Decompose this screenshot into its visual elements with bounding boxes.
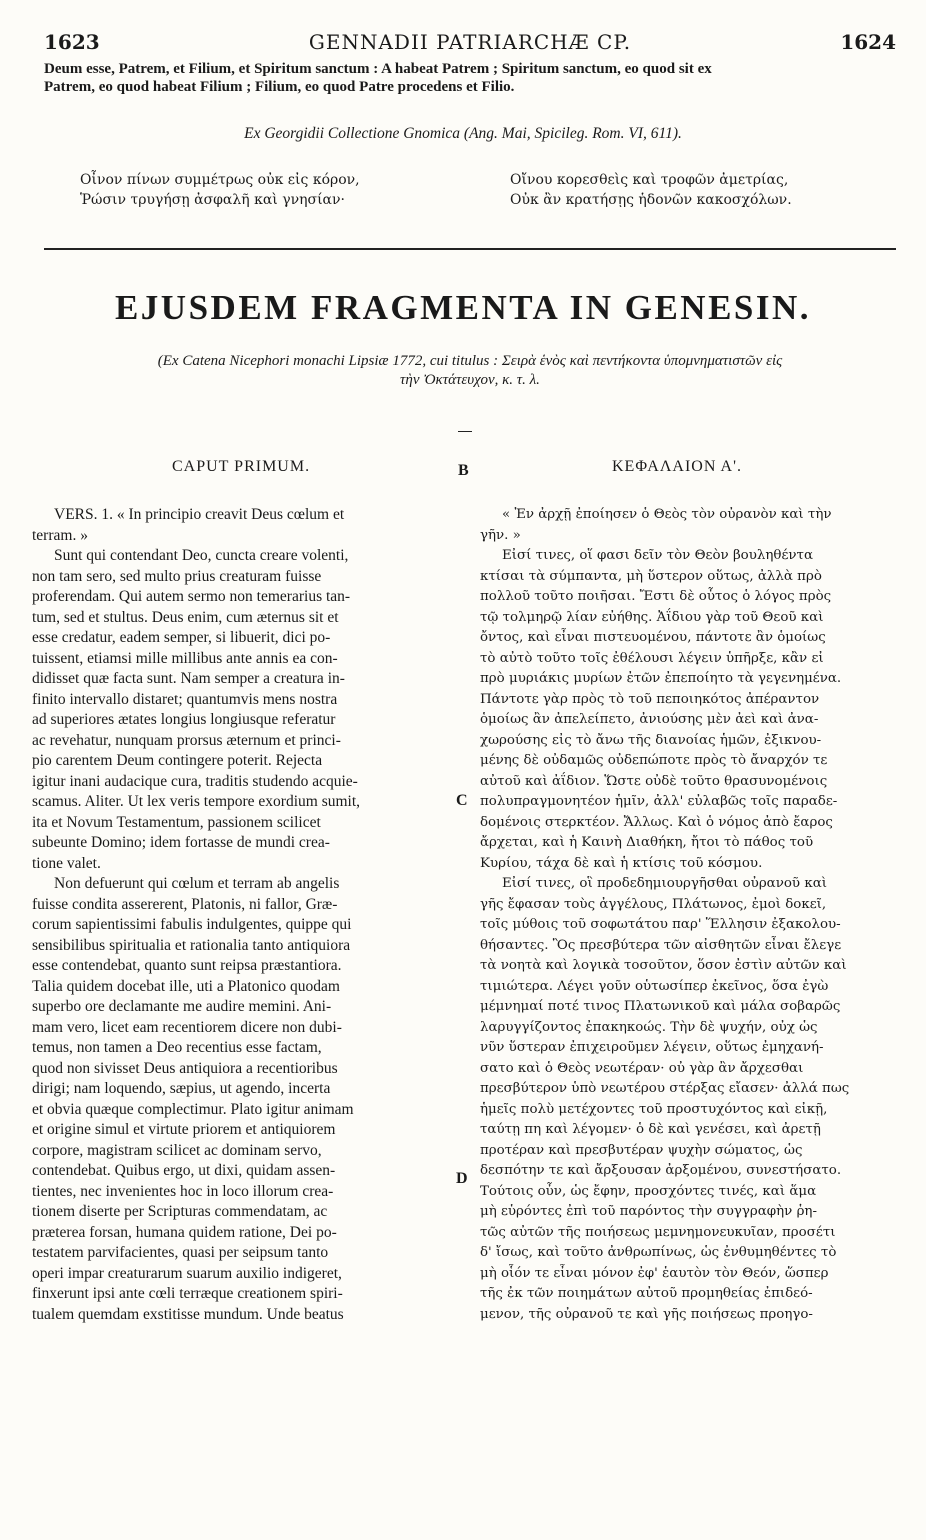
- text-line: finxerunt ipsi ante cœli terræque creationem spiri-: [32, 1285, 343, 1302]
- subtitle-line: (Ex Catena Nicephori monachi Lipsiæ 1772, cui titulus : Σειρὰ ἑνὸς καὶ πεντήκοντα ὑπομνηματιστῶν εἰς: [157, 353, 783, 369]
- text-line: γῆν. »: [480, 527, 521, 543]
- text-line: ἡμεῖς πολὺ μετέχοντες τοῦ προστυχόντος καὶ εἰκῇ,: [480, 1101, 828, 1117]
- text-line: superbo ore declamante me audire memini. Ani-: [32, 998, 332, 1015]
- verse-right: [510, 170, 792, 210]
- text-line: tione valet.: [32, 854, 101, 872]
- text-line: igitur inani audacique cura, traditis studendo acquie-: [32, 772, 358, 790]
- text-line: tionem diserte per Scripturas commendatam, ac: [32, 1203, 328, 1220]
- text-line: sensibilibus spiritualia et rationalia tanto antiquiora: [32, 936, 351, 954]
- text-line: quod non sivisset Deus antiquiora a recentioribus: [32, 1059, 338, 1077]
- verse-line: Οἴνου κορεσθεὶς καὶ τροφῶν ἀμετρίας,: [510, 172, 789, 188]
- text-line: ὁμοίως ἂν ἀπελείπετο, ἀνιούσης μὲν ἀεὶ καὶ ἀνα-: [480, 712, 819, 727]
- verse-line: Οἶνον πίνων συμμέτρως οὐκ εἰς κόρον,: [80, 172, 360, 188]
- margin-marker-d: D: [456, 1170, 468, 1187]
- page-number-left: 1623: [44, 30, 100, 54]
- text-line: pio carentem Deum contingere poterit. Rejecta: [32, 752, 323, 769]
- page-number-right: 1624: [840, 30, 896, 54]
- verse-line: Οὐκ ἂν κρατήσῃς ἡδονῶν κακοσχόλων.: [510, 192, 792, 208]
- greek-chapter-heading: ΚΕΦΑΛΑΙΟΝ Α'.: [612, 458, 742, 475]
- continued-text: [44, 60, 896, 96]
- greek-column: [480, 505, 900, 1325]
- text-line: χωρούσης εἰς τὸ ἄνω τῆς διανοίας ἡμῶν, ἐξικνου-: [480, 732, 822, 748]
- text-line: temus, non tamen a Deo recentius esse factam,: [32, 1039, 322, 1056]
- text-line: Talia quidem docebat ille, uti a Platonico quodam: [32, 977, 340, 995]
- verse-left: [80, 170, 360, 210]
- text-line: μὴ εὑρόντες ἐπὶ τοῦ παρόντος τὴν συγγραφὴν ῥη-: [480, 1204, 817, 1219]
- text-line: δεσπότην τε καὶ ἄρξουσαν ἀρξομένου, συνεστήσατο.: [480, 1163, 842, 1178]
- text-line: τὸ αὐτὸ τοῦτο τοῖς ἐθέλουσι λέγειν ὑπῆρξε, κἂν εἰ: [480, 650, 824, 666]
- text-line: ἄρχεται, καὶ ἡ Καινὴ Διαθήκη, ἤτοι τὸ πάθος τοῦ: [480, 835, 814, 850]
- text-line: τιμιώτερα. Λέγει γοῦν οὑτωσίπερ ἐκεῖνος, ὅσα ἐγὼ: [480, 978, 829, 994]
- text-line: proferendam. Qui autem sermo non temerarius tan-: [32, 588, 351, 605]
- margin-marker-c: C: [456, 792, 468, 809]
- text-line: ac revehatur, nunquam prorsus æternum et princi-: [32, 731, 341, 749]
- text-line: δομένοις στερκτέον. Ἄλλως. Καὶ ὁ νόμος ἀπὸ ἔαρος: [480, 814, 833, 830]
- text-line: τῷ τολμηρῷ λίαν εὐήθης. Ἀΐδιου γὰρ τοῦ Θεοῦ καὶ: [480, 609, 824, 625]
- source-citation: Ex Georgidii Collectione Gnomica (Ang. Mai, Spicileg. Rom. VI, 611).: [244, 125, 682, 142]
- text-line: terram. »: [32, 526, 88, 544]
- text-line: et origine simul et virtute priorem et antiquiorem: [32, 1121, 336, 1138]
- text-line: tualem quemdam exstitisse mundum. Unde beatus: [32, 1305, 344, 1323]
- text-line: μενον, τῆς οὐρανοῦ τε καὶ γῆς ποιήσεως προηγο-: [480, 1306, 813, 1322]
- text-line: didisset quæ facta sunt. Nam semper a creatura in-: [32, 670, 345, 687]
- text-line: præterea forsan, humana quidem ratione, Dei po-: [32, 1223, 337, 1241]
- text-line: λαρυγγίζοντος ἐπακηκοώς. Τὴν δὲ ψυχήν, οὐχ ὡς: [480, 1019, 818, 1035]
- text-line: μὴ οἷόν τε εἶναι μόνον ἐφ' ἑαυτὸν τὸν Θεόν, ὥσπερ: [480, 1265, 829, 1281]
- text-line: Τούτοις οὖν, ὡς ἔφην, προσχόντες τινές, καὶ ἅμα: [480, 1183, 817, 1199]
- text-line: dirigi; nam loquendo, sæpius, ut agendo, incerta: [32, 1080, 331, 1097]
- text-line: « Ἐν ἀρχῇ ἐποίησεν ὁ Θεὸς τὸν οὐρανὸν καὶ τὴν: [502, 507, 832, 522]
- page-header: [44, 30, 896, 54]
- text-line: σατο καὶ ὁ Θεὸς νεωτέραν· οὐ γὰρ ἂν ἄρχεσθαι: [480, 1060, 804, 1076]
- text-line: tuissent, etiamsi mille millibus ante annis ea con-: [32, 649, 338, 667]
- text-line: contendebat. Quibus ergo, ut dixi, quidam assen-: [32, 1162, 336, 1179]
- text-line: finito intervallo distaret; quantumvis mens nostra: [32, 690, 338, 708]
- text-line: subeunte Domino; idem fortasse de mundi crea-: [32, 834, 330, 851]
- text-line: τοῖς μύθοις τοῦ σοφωτάτου παρ' Ἕλλησιν ἐξακολου-: [480, 917, 841, 932]
- text-line: ταύτῃ πη καὶ λέγομεν· ὁ δὲ καὶ γενέσει, καὶ ἀρετῇ: [480, 1122, 821, 1137]
- text-line: mam vero, licet eam recentiorem dicere non dubi-: [32, 1018, 342, 1036]
- text-line: κτίσαι τὰ σύμπαντα, μὴ ὕστερον οὕτως, ἀλλὰ πρὸ: [480, 568, 822, 584]
- text-line: πολλοῦ τοῦτο ποιῆσαι. Ἔστι δὲ οὗτος ὁ λόγος πρὸς: [480, 589, 832, 604]
- text-line: ita et Novum Testamentum, passionem scilicet: [32, 813, 321, 831]
- verse-line: Ῥώσιν τρυγήσῃ ἀσφαλῆ καὶ γνησίαν·: [80, 192, 345, 208]
- text-line: αὐτοῦ καὶ ἀΐδιον. Ὥστε οὐδὲ τοῦτο θρασυνομένοις: [480, 773, 828, 789]
- text-line: ad superiores ætates longius longiusque referatur: [32, 711, 336, 728]
- text-line: operi impar creaturarum suarum auxilio indigeret,: [32, 1264, 342, 1282]
- text-line: fuisse condita assererent, Platonis, ni fallor, Græ-: [32, 895, 338, 913]
- section-divider: [44, 248, 896, 250]
- text-line: et obvia quæque complectimur. Plato igitur animam: [32, 1100, 354, 1118]
- text-line: Εἰσί τινες, οἳ προδεδημιουργῆσθαι οὐρανοῦ καὶ: [502, 876, 827, 891]
- subtitle: [44, 352, 896, 390]
- text-line: τῶς αὐτῶν τῆς ποιήσεως μεμνημονευκυῖαν, προσέτι: [480, 1224, 836, 1240]
- text-line: Non defuerunt qui cœlum et terram ab angelis: [54, 875, 340, 892]
- text-line: πολυπραγμονητέον ἡμῖν, ἀλλ' εὐλαβῶς τοῖς παραδε-: [480, 794, 838, 809]
- text-line: tum, sed et stultus. Deus enim, cum æternus sit et: [32, 608, 339, 626]
- text-line: Πάντοτε γὰρ πρὸς τὸ τοῦ πεποιηκότος ἀπέραντον: [480, 691, 820, 707]
- text-line: corpore, magistram scilicet ac dominam servo,: [32, 1141, 322, 1159]
- latin-column: [32, 505, 456, 1325]
- margin-marker-b: B: [458, 462, 469, 479]
- text-line: Κυρίου, τάχα δὲ καὶ ἡ κτίσις τοῦ κόσμου.: [480, 855, 763, 871]
- text-line: μέμνημαί ποτέ τινος Πλατωνικοῦ καὶ μάλα σοβαρῶς: [480, 999, 841, 1014]
- text-line: VERS. 1. « In principio creavit Deus cœlum et: [54, 506, 345, 523]
- continued-line: Patrem, eo quod habeat Filium ; Filium, eo quod Patre procedens et Filio.: [44, 79, 515, 95]
- text-line: γῆς ἔφασαν τοὺς ἀγγέλους, Πλάτωνος, ἐμοὶ δοκεῖ,: [480, 896, 827, 912]
- text-line: τῆς ἐκ τῶν ποιημάτων αὐτοῦ προμηθείας ἐπιδεό-: [480, 1286, 813, 1301]
- short-divider: [458, 431, 472, 432]
- main-title: EJUSDEM FRAGMENTA IN GENESIN.: [114, 288, 812, 327]
- subtitle-line: τὴν Ὀκτάτευχον, κ. τ. λ.: [400, 372, 540, 388]
- text-line: non tam sero, sed multo prius creaturam fuisse: [32, 567, 322, 585]
- text-line: προτέραν καὶ πρεσβυτέραν ψυχὴν σώματος, ὡς: [480, 1142, 803, 1158]
- text-line: τὰ νοητὰ καὶ λογικὰ τοσοῦτον, ὅσον ἐστὶν αὐτῶν καὶ: [480, 958, 847, 973]
- continued-line: Deum esse, Patrem, et Filium, et Spiritum sanctum : A habeat Patrem ; Spiritum sanctum, eo quod sit ex: [44, 61, 712, 77]
- text-line: θήσαντες. Ὃς πρεσβύτερα τῶν αἰσθητῶν εἶναι ἔλεγε: [480, 937, 842, 953]
- text-line: testatem parvifacientes, quasi per seipsum tanto: [32, 1244, 329, 1261]
- text-line: Εἰσί τινες, οἵ φασι δεῖν τὸν Θεὸν βουληθέντα: [502, 548, 813, 563]
- text-line: μένης δὲ οὐδαμῶς οὐδεπώποτε πρὸς τὸ ἄναρχόν τε: [480, 753, 828, 768]
- text-line: ὄντος, καὶ εἶναι πιστευομένου, πάντοτε ἂν ὁμοίως: [480, 630, 826, 645]
- text-line: corum sapientissimi fabulis indulgentes, quippe qui: [32, 916, 352, 933]
- text-line: δ' ἴσως, καὶ τοῦτο ἀνθρωπίνως, ὡς ἐνθυμηθέντες τὸ: [480, 1245, 837, 1260]
- running-title: GENNADII PATRIARCHÆ CP.: [308, 30, 632, 54]
- text-line: Sunt qui contendant Deo, cuncta creare volenti,: [54, 547, 349, 564]
- text-line: tientes, nec invenientes hoc in loco illorum crea-: [32, 1182, 334, 1200]
- text-line: νῦν ὕστεραν ἐπιχειροῦμεν λέγειν, οὕτως ἐμηχανή-: [480, 1040, 824, 1055]
- latin-chapter-heading: CAPUT PRIMUM.: [172, 458, 311, 475]
- text-line: esse credatur, eadem semper, si libuerit, dici po-: [32, 629, 331, 646]
- text-line: πρὸ μυριάκις μυρίων ἐτῶν ἐπεποίητο τὰ γεγενημένα.: [480, 671, 842, 686]
- text-line: πρεσβύτερον ὑπὸ νεωτέρου στέρξας εἴασεν· ἀλλά πως: [480, 1081, 850, 1096]
- text-line: esse contendebat, quanto sunt reipsa præstantiora.: [32, 957, 342, 974]
- text-line: scamus. Aliter. Ut lex veris tempore exordium sumit,: [32, 793, 361, 810]
